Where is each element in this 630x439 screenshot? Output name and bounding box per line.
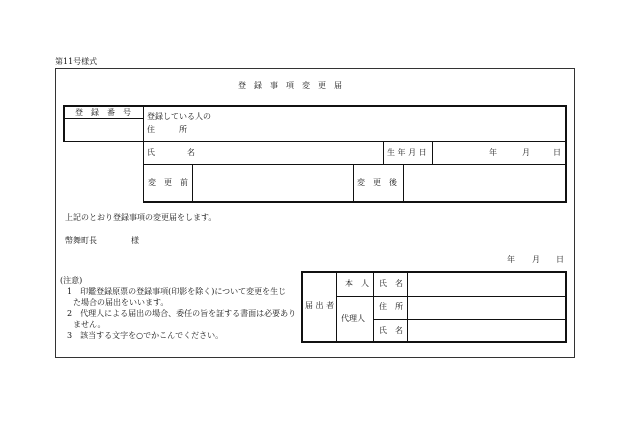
- date-day-label: 日: [556, 255, 564, 264]
- before-field[interactable]: [194, 166, 351, 200]
- self-name-label: 氏 名: [379, 279, 403, 288]
- address-label-2: 住 所: [147, 125, 187, 134]
- agent-address-field[interactable]: [409, 298, 564, 318]
- addressee-suffix: 様: [131, 236, 139, 245]
- birth-label: 生 年 月 日: [387, 148, 427, 157]
- note-line: ません。: [73, 320, 106, 329]
- birth-month-label: 月: [522, 148, 530, 157]
- note-line: 2 代理人による届出の場合、委任の旨を証する書面は必要あり: [67, 309, 297, 318]
- note-line: 1 印鑑登録原票の登録事項(印影を除く)について変更を生じ: [67, 287, 287, 296]
- name-field[interactable]: [215, 143, 380, 163]
- date-year-label: 年: [507, 255, 515, 264]
- reg-no-label: 登 録 番 号: [75, 108, 131, 117]
- self-name-field[interactable]: [409, 273, 564, 295]
- date-month-label: 月: [532, 255, 540, 264]
- agent-name-field[interactable]: [409, 321, 564, 340]
- statement: 上記のとおり登録事項の変更届をします。: [65, 213, 217, 222]
- filer-label: 届 出 者: [305, 301, 335, 310]
- notes-heading: (注意): [60, 276, 83, 285]
- addressee: 幣舞町長: [65, 236, 97, 245]
- after-label: 変 更 後: [357, 178, 397, 187]
- name-label: 氏 名: [147, 148, 195, 157]
- birth-year-label: 年: [489, 148, 497, 157]
- form-title: 登 録 事 項 変 更 届: [238, 81, 342, 90]
- note-line: 3 該当する文字を○でかこんでください。: [67, 331, 224, 340]
- note-line: た場合の届出をいいます。: [73, 298, 169, 307]
- before-label: 変 更 前: [148, 178, 188, 187]
- after-field[interactable]: [405, 166, 563, 200]
- self-label: 本 人: [345, 279, 369, 288]
- agent-address-label: 住 所: [379, 302, 403, 311]
- form-number: 第11号様式: [55, 57, 98, 66]
- agent-name-label: 氏 名: [379, 326, 403, 335]
- agent-label: 代理人: [341, 314, 365, 323]
- address-field[interactable]: [240, 107, 562, 139]
- reg-no-field[interactable]: [65, 120, 142, 140]
- birth-day-label: 日: [553, 148, 561, 157]
- address-label-1: 登録している人の: [147, 112, 211, 121]
